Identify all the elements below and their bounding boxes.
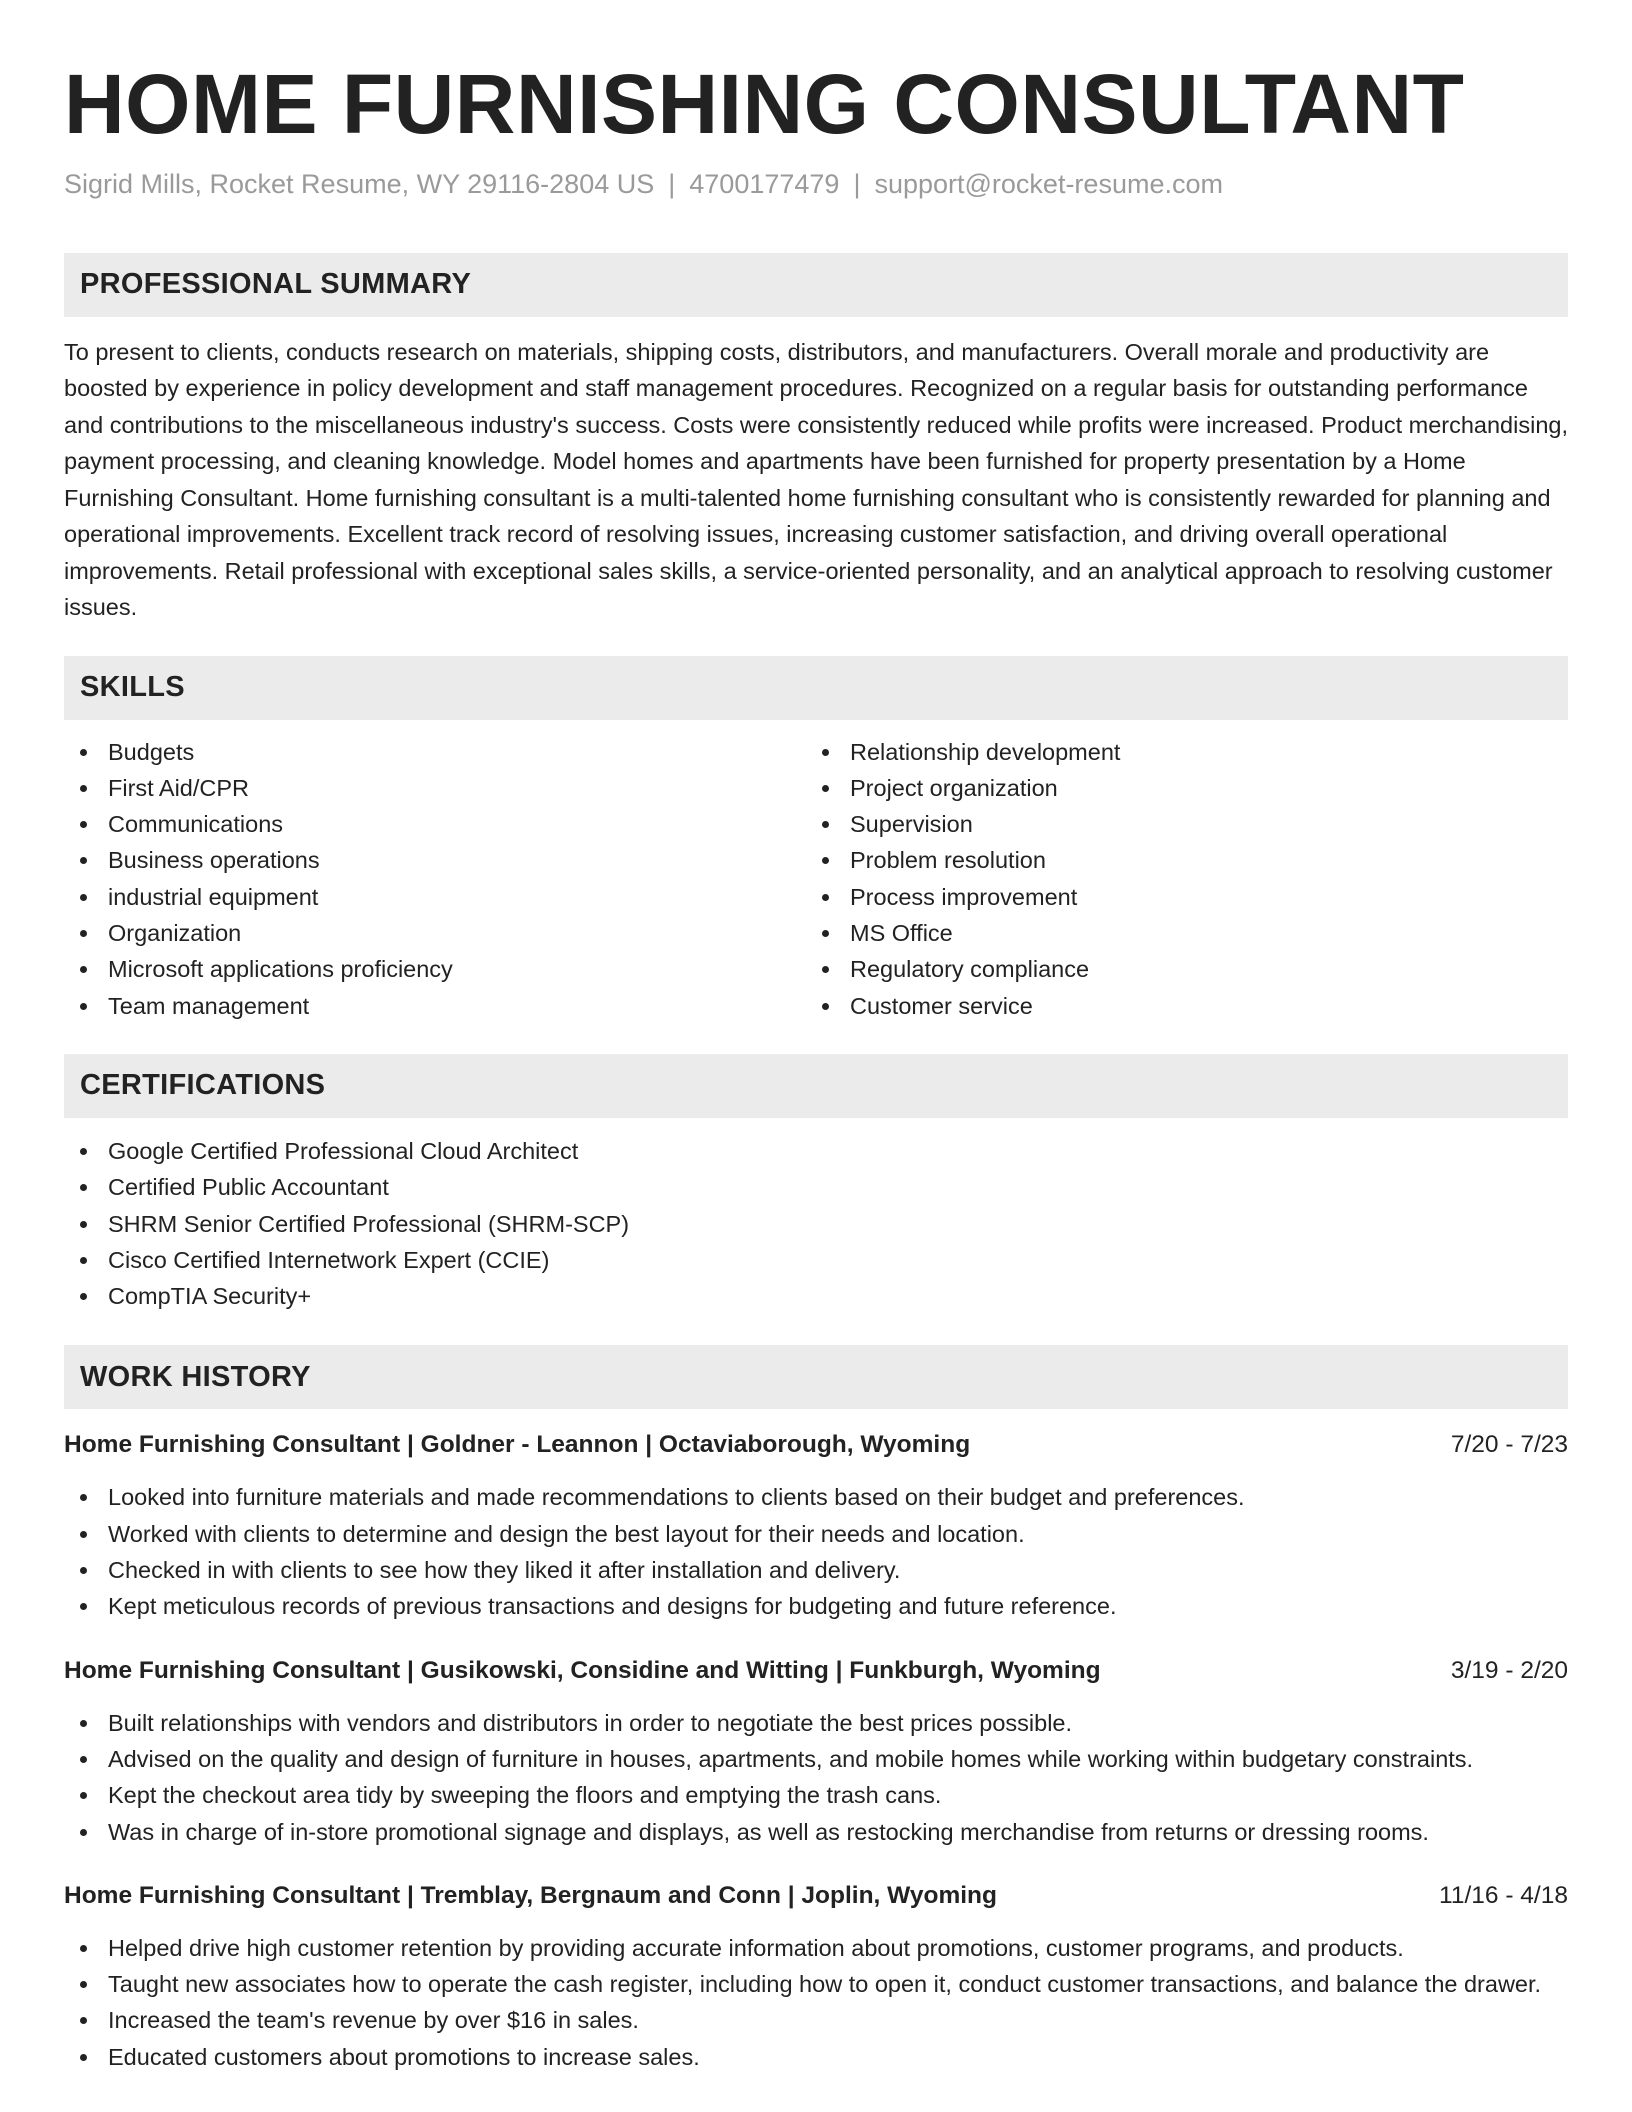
skills-columns — [64, 734, 1568, 1024]
skill-item: Relationship development — [806, 734, 1548, 770]
job-bullet: Increased the team's revenue by over $16 in sales. — [64, 2002, 1568, 2038]
job-dates: 3/19 - 2/20 — [1450, 1656, 1568, 1684]
certification-item: Cisco Certified Internetwork Expert (CCIE) — [64, 1242, 1568, 1278]
job-heading — [64, 1427, 1568, 1463]
job-dates: 7/20 - 7/23 — [1450, 1431, 1568, 1459]
skill-item: Regulatory compliance — [806, 951, 1548, 987]
job-entry — [64, 1427, 1568, 1624]
contact-phone: 4700177479 — [689, 168, 840, 199]
skill-item: Supervision — [806, 806, 1548, 842]
skill-item: First Aid/CPR — [64, 770, 806, 806]
job-bullet: Educated customers about promotions to increase sales. — [64, 2039, 1568, 2075]
certifications-section-header: CERTIFICATIONS — [64, 1054, 1568, 1118]
skill-item: Customer service — [806, 988, 1548, 1024]
job-bullet: Built relationships with vendors and distributors in order to negotiate the best prices possible. — [64, 1705, 1568, 1741]
certification-item: Google Certified Professional Cloud Architect — [64, 1133, 1568, 1169]
skill-item: Microsoft applications proficiency — [64, 951, 806, 987]
skill-item: industrial equipment — [64, 879, 806, 915]
certification-item: SHRM Senior Certified Professional (SHRM-SCP) — [64, 1206, 1568, 1242]
certifications-list — [64, 1133, 1568, 1314]
contact-email: support@rocket-resume.com — [874, 168, 1223, 199]
skill-item: Budgets — [64, 734, 806, 770]
certification-item: Certified Public Accountant — [64, 1169, 1568, 1205]
summary-text: To present to clients, conducts research on materials, shipping costs, distributors, and manufacturers. Overall morale and productivity are boosted by experience in policy development and staff management procedures. Recognized on a regular basis for outstanding performance and contributions to the miscellaneous industry's success. Costs were consistently reduced while profits were increased. Product merchandising, payment processing, and cleaning knowledge. Model homes and apartments have been furnished for property presentation by a Home Furnishing Consultant. Home furnishing consultant is a multi-talented home furnishing consultant who is consistently rewarded for planning and operational improvements. Excellent track record of resolving issues, increasing customer satisfaction, and driving overall operational improvements. Retail professional with exceptional sales skills, a service-oriented personality, and an analytical approach to resolving customer issues. — [64, 338, 1568, 621]
skill-item: Business operations — [64, 842, 806, 878]
job-bullet: Checked in with clients to see how they liked it after installation and delivery. — [64, 1552, 1568, 1588]
job-bullet: Helped drive high customer retention by providing accurate information about promotions, customer programs, and products. — [64, 1930, 1568, 1966]
skills-list-left — [64, 734, 806, 1024]
skill-item: Organization — [64, 915, 806, 951]
skill-item: Problem resolution — [806, 842, 1548, 878]
job-bullet: Worked with clients to determine and design the best layout for their needs and location. — [64, 1516, 1568, 1552]
work-history-section-header: WORK HISTORY — [64, 1345, 1568, 1409]
job-bullets — [64, 1479, 1568, 1624]
skills-section-header: SKILLS — [64, 656, 1568, 720]
job-dates: 11/16 - 4/18 — [1439, 1881, 1568, 1909]
job-bullet: Taught new associates how to operate the cash register, including how to open it, conduct customer transactions, and balance the drawer. — [64, 1966, 1568, 2002]
job-heading — [64, 1878, 1568, 1914]
job-title: Home Furnishing Consultant | Gusikowski, Considine and Witting | Funkburgh, Wyoming — [64, 1656, 1101, 1684]
contact-separator: | — [853, 168, 861, 199]
skill-item: MS Office — [806, 915, 1548, 951]
job-title: Home Furnishing Consultant | Goldner - Leannon | Octaviaborough, Wyoming — [64, 1431, 971, 1459]
skill-item: Process improvement — [806, 879, 1548, 915]
job-heading — [64, 1653, 1568, 1689]
job-bullet: Kept the checkout area tidy by sweeping the floors and emptying the trash cans. — [64, 1777, 1568, 1813]
contact-line — [64, 169, 1568, 200]
contact-separator: | — [668, 168, 676, 199]
skill-item: Project organization — [806, 770, 1548, 806]
resume-title: HOME FURNISHING CONSULTANT — [64, 57, 1465, 151]
skill-item: Communications — [64, 806, 806, 842]
job-entry — [64, 1878, 1568, 2075]
job-bullet: Was in charge of in-store promotional signage and displays, as well as restocking merchandise from returns or dressing rooms. — [64, 1814, 1568, 1850]
job-bullet: Advised on the quality and design of furniture in houses, apartments, and mobile homes while working within budgetary constraints. — [64, 1741, 1568, 1777]
summary-section-header: PROFESSIONAL SUMMARY — [64, 253, 1568, 317]
job-title: Home Furnishing Consultant | Tremblay, Bergnaum and Conn | Joplin, Wyoming — [64, 1881, 997, 1909]
skills-list-right — [806, 734, 1548, 1024]
certification-item: CompTIA Security+ — [64, 1278, 1568, 1314]
job-entry — [64, 1653, 1568, 1850]
skill-item: Team management — [64, 988, 806, 1024]
job-bullets — [64, 1930, 1568, 2075]
job-bullets — [64, 1705, 1568, 1850]
job-bullet: Looked into furniture materials and made recommendations to clients based on their budget and preferences. — [64, 1479, 1568, 1515]
contact-address: Sigrid Mills, Rocket Resume, WY 29116-2804 US — [64, 168, 655, 199]
job-bullet: Kept meticulous records of previous transactions and designs for budgeting and future reference. — [64, 1588, 1568, 1624]
